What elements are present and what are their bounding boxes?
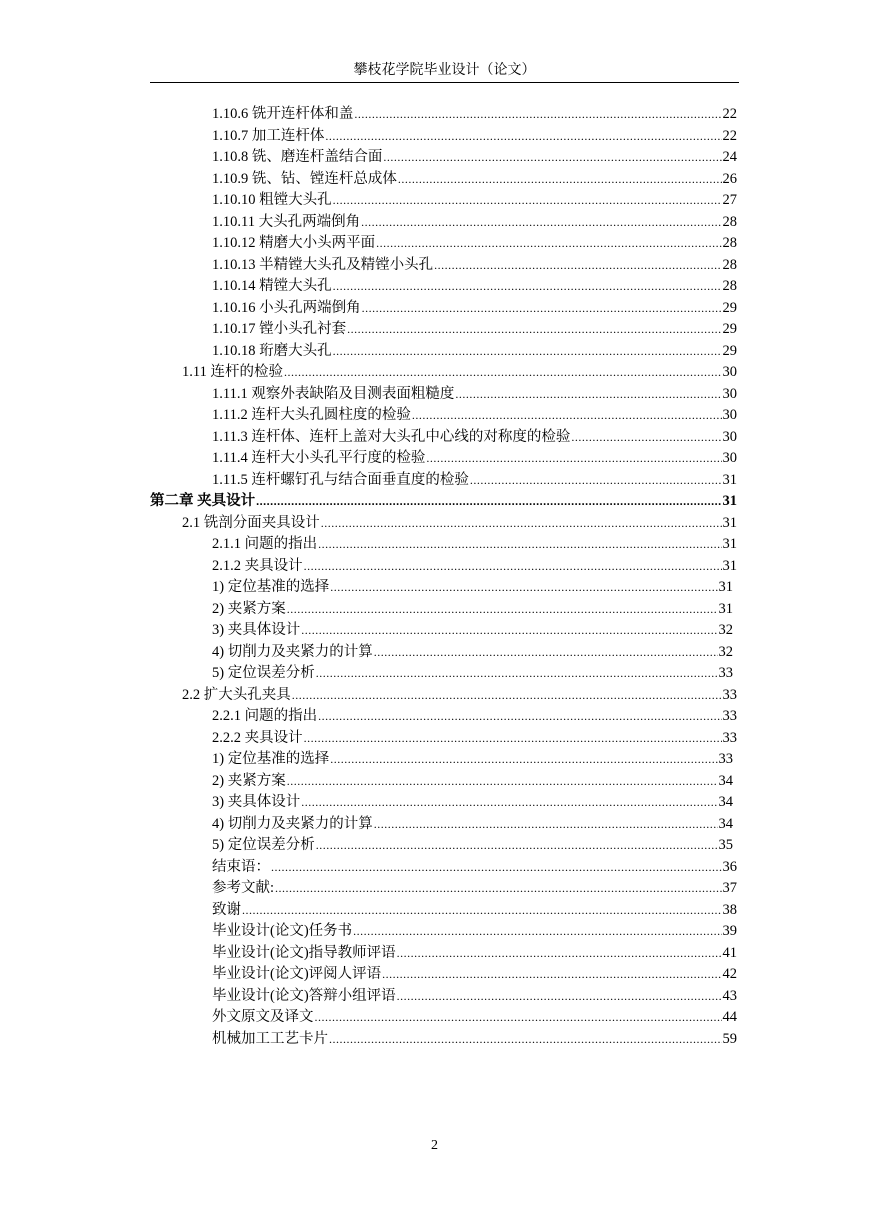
toc-entry [212, 103, 737, 125]
toc-dot-leader [256, 490, 721, 512]
toc-entry [212, 404, 737, 426]
toc-entry [212, 641, 733, 663]
toc-entry-page: 31 [718, 579, 733, 595]
toc-entry [212, 211, 737, 233]
toc-entry-title: 毕业设计(论文)指导教师评语 [212, 944, 396, 961]
toc-entry-page: 22 [722, 106, 737, 122]
toc-entry-page: 34 [718, 772, 733, 789]
toc-dot-leader [271, 856, 722, 878]
toc-entry-page: 28 [722, 213, 737, 230]
toc-entry [212, 619, 733, 641]
toc-entry [212, 662, 733, 684]
toc-entry-title: 1.10.11 大头孔两端倒角 [212, 213, 361, 230]
toc-entry [212, 899, 737, 921]
toc-dot-leader [315, 1006, 722, 1028]
toc-entry-title: 结束语： [212, 858, 270, 875]
toc-entry-page: 31 [722, 557, 737, 574]
toc-dot-leader [374, 641, 718, 663]
toc-dot-leader [397, 985, 722, 1007]
toc-entry-title: 1.10.12 精磨大小头两平面 [212, 235, 376, 251]
toc-entry [212, 985, 737, 1007]
toc-entry [212, 189, 737, 211]
toc-entry-page: 31 [718, 600, 733, 617]
toc-dot-leader [292, 684, 722, 706]
toc-entry-title: 1.10.17 镗小头孔衬套 [212, 321, 347, 337]
toc-dot-leader [333, 340, 722, 362]
toc-entry [212, 340, 737, 362]
toc-entry-page: 26 [722, 170, 737, 187]
toc-entry [212, 275, 737, 297]
toc-dot-leader [397, 942, 722, 964]
toc-dot-leader [316, 834, 718, 856]
toc-entry [212, 727, 737, 749]
toc-dot-leader [321, 512, 722, 534]
toc-entry-page: 32 [718, 643, 733, 660]
toc-entry-title: 2.1.1 问题的指出 [212, 536, 318, 552]
toc-entry [212, 469, 737, 491]
toc-dot-leader [304, 555, 722, 577]
toc-entry-page: 27 [722, 192, 737, 208]
toc-entry [212, 1028, 737, 1050]
toc-entry [212, 576, 733, 598]
toc-entry [182, 512, 737, 534]
toc-entry [212, 705, 737, 727]
toc-entry [212, 791, 733, 813]
toc-entry-title: 1.11.2 连杆大头孔圆柱度的检验 [212, 407, 411, 423]
toc-dot-leader [426, 447, 721, 469]
toc-entry-page: 22 [722, 127, 737, 144]
toc-entry-title: 1.10.9 铣、钻、镗连杆总成体 [212, 170, 397, 187]
toc-entry-page: 37 [722, 880, 737, 896]
toc-entry-page: 30 [722, 364, 737, 380]
toc-entry-page: 33 [718, 751, 733, 767]
toc-entry-title: 1) 定位基准的选择 [212, 579, 330, 595]
toc-entry [212, 770, 733, 792]
toc-entry-page: 31 [722, 471, 737, 488]
toc-dot-leader [316, 662, 718, 684]
toc-entry-page: 29 [722, 299, 737, 316]
toc-entry-title: 4) 切削力及夹紧力的计算 [212, 815, 373, 832]
toc-entry-title: 1.10.16 小头孔两端倒角 [212, 299, 361, 316]
toc-dot-leader [330, 576, 717, 598]
toc-entry-title: 1.11.1 观察外表缺陷及目测表面粗糙度 [212, 385, 455, 402]
toc-dot-leader [353, 920, 721, 942]
toc-dot-leader [284, 361, 722, 383]
toc-entry-page: 31 [722, 514, 737, 531]
toc-entry-title: 1.10.18 珩磨大头孔 [212, 342, 332, 359]
header-rule [150, 82, 739, 83]
toc-entry-page: 29 [722, 321, 737, 337]
toc-entry-title: 2) 夹紧方案 [212, 772, 286, 789]
page-header: 攀枝花学院毕业设计（论文） [353, 63, 536, 78]
toc-entry [182, 684, 737, 706]
toc-dot-leader [330, 748, 717, 770]
toc-entry [212, 555, 737, 577]
toc-entry-title: 3) 夹具体设计 [212, 794, 301, 810]
toc-entry [212, 834, 733, 856]
toc-dot-leader [329, 1028, 722, 1050]
toc-entry-title: 毕业设计(论文)任务书 [212, 923, 353, 939]
toc-dot-leader [333, 275, 722, 297]
toc-entry [212, 168, 737, 190]
toc-entry [212, 533, 737, 555]
toc-entry [212, 318, 737, 340]
toc-entry-title: 2.1.2 夹具设计 [212, 557, 303, 574]
toc-entry [212, 598, 733, 620]
toc-dot-leader [362, 297, 722, 319]
toc-entry-page: 33 [722, 686, 737, 703]
toc-entry-page: 30 [722, 428, 737, 445]
toc-entry-page: 34 [718, 815, 733, 832]
toc-entry-title: 1.10.10 粗镗大头孔 [212, 192, 332, 208]
toc-entry [212, 748, 733, 770]
toc-entry-title: 2.1 铣剖分面夹具设计 [182, 514, 320, 531]
toc-entry-title: 2.2.1 问题的指出 [212, 708, 318, 724]
toc-entry-title: 第二章 夹具设计 [150, 493, 256, 509]
toc-entry-page: 30 [722, 385, 737, 402]
toc-entry-title: 1.11.4 连杆大小头孔平行度的检验 [212, 450, 426, 466]
toc-entry [212, 856, 737, 878]
toc-entry-title: 机械加工工艺卡片 [212, 1030, 328, 1047]
toc-dot-leader [382, 963, 721, 985]
toc-dot-leader [301, 619, 717, 641]
toc-dot-leader [398, 168, 722, 190]
toc-dot-leader [333, 189, 722, 211]
toc-entry-title: 1.10.7 加工连杆体 [212, 127, 325, 144]
toc-entry-page: 35 [718, 837, 733, 853]
page-number: 2 [431, 1138, 438, 1153]
toc-entry-page: 44 [722, 1009, 737, 1025]
toc-entry-title: 外文原文及译文 [212, 1009, 314, 1025]
toc-dot-leader [242, 899, 722, 921]
toc-dot-leader [434, 254, 721, 276]
toc-entry-title: 5) 定位误差分析 [212, 665, 315, 681]
toc-entry-title: 1.10.13 半精镗大头孔及精镗小头孔 [212, 256, 434, 273]
toc-entry-title: 1.10.8 铣、磨连杆盖结合面 [212, 149, 383, 165]
toc-entry [212, 813, 733, 835]
toc-dot-leader [374, 813, 718, 835]
toc-entry-title: 参考文献: [212, 880, 275, 896]
toc-entry-page: 43 [722, 987, 737, 1004]
toc-entry-title: 1.11.3 连杆体、连杆上盖对大头孔中心线的对称度的检验 [212, 428, 571, 445]
toc-entry-page: 28 [722, 278, 737, 294]
toc-dot-leader [571, 426, 721, 448]
toc-entry-title: 1.11.5 连杆螺钉孔与结合面垂直度的检验 [212, 471, 469, 488]
toc-dot-leader [412, 404, 722, 426]
toc-entry [212, 232, 737, 254]
toc-entry-page: 33 [722, 729, 737, 746]
toc-dot-leader [318, 533, 721, 555]
toc-entry [212, 877, 737, 899]
toc-entry-title: 2) 夹紧方案 [212, 600, 286, 617]
toc-entry-title: 2.2 扩大头孔夹具 [182, 686, 291, 703]
toc-entry [212, 426, 737, 448]
toc-entry-page: 34 [718, 794, 733, 810]
toc-entry-page: 32 [718, 622, 733, 638]
toc-entry-title: 5) 定位误差分析 [212, 837, 315, 853]
toc-entry-page: 36 [722, 858, 737, 875]
toc-entry-page: 30 [722, 407, 737, 423]
toc-entry-page: 59 [722, 1030, 737, 1047]
toc-entry [212, 942, 737, 964]
toc-entry-title: 1.10.14 精镗大头孔 [212, 278, 332, 294]
toc-entry-page: 33 [718, 665, 733, 681]
toc-dot-leader [455, 383, 721, 405]
toc-entry [150, 490, 737, 512]
toc-entry-page: 31 [722, 536, 737, 552]
toc-dot-leader [275, 877, 721, 899]
toc-entry [212, 146, 737, 168]
toc-entry-title: 1.11 连杆的检验 [182, 364, 283, 380]
toc-dot-leader [383, 146, 721, 168]
toc-entry-page: 39 [722, 923, 737, 939]
toc-dot-leader [304, 727, 722, 749]
toc-dot-leader [361, 211, 721, 233]
toc-dot-leader [325, 125, 721, 147]
toc-entry-page: 28 [722, 256, 737, 273]
toc-entry-page: 42 [722, 966, 737, 982]
toc-entry-page: 33 [722, 708, 737, 724]
toc-entry-page: 29 [722, 342, 737, 359]
toc-entry [212, 447, 737, 469]
toc-entry-title: 毕业设计(论文)答辩小组评语 [212, 987, 396, 1004]
toc-entry-title: 1) 定位基准的选择 [212, 751, 330, 767]
toc-entry-page: 28 [722, 235, 737, 251]
toc-dot-leader [318, 705, 721, 727]
toc-dot-leader [354, 103, 721, 125]
toc-entry-title: 2.2.2 夹具设计 [212, 729, 303, 746]
toc-entry-title: 致谢 [212, 901, 241, 918]
toc-dot-leader [470, 469, 722, 491]
toc-entry-title: 4) 切削力及夹紧力的计算 [212, 643, 373, 660]
toc-entry-page: 38 [722, 901, 737, 918]
toc-entry [212, 920, 737, 942]
toc-entry-title: 毕业设计(论文)评阅人评语 [212, 966, 382, 982]
toc-entry [212, 383, 737, 405]
toc-dot-leader [287, 770, 718, 792]
toc-entry-page: 31 [722, 493, 737, 509]
toc-entry [212, 125, 737, 147]
toc-entry [212, 963, 737, 985]
toc-dot-leader [301, 791, 717, 813]
toc-dot-leader [287, 598, 718, 620]
toc-entry [212, 254, 737, 276]
toc-entry-title: 1.10.6 铣开连杆体和盖 [212, 106, 354, 122]
toc-dot-leader [376, 232, 721, 254]
toc-entry [182, 361, 737, 383]
toc-entry [212, 297, 737, 319]
toc-entry-page: 30 [722, 450, 737, 466]
toc-entry [212, 1006, 737, 1028]
toc-entry-page: 41 [722, 944, 737, 961]
toc-entry-title: 3) 夹具体设计 [212, 622, 301, 638]
toc-entry-page: 24 [722, 149, 737, 165]
toc-dot-leader [347, 318, 721, 340]
